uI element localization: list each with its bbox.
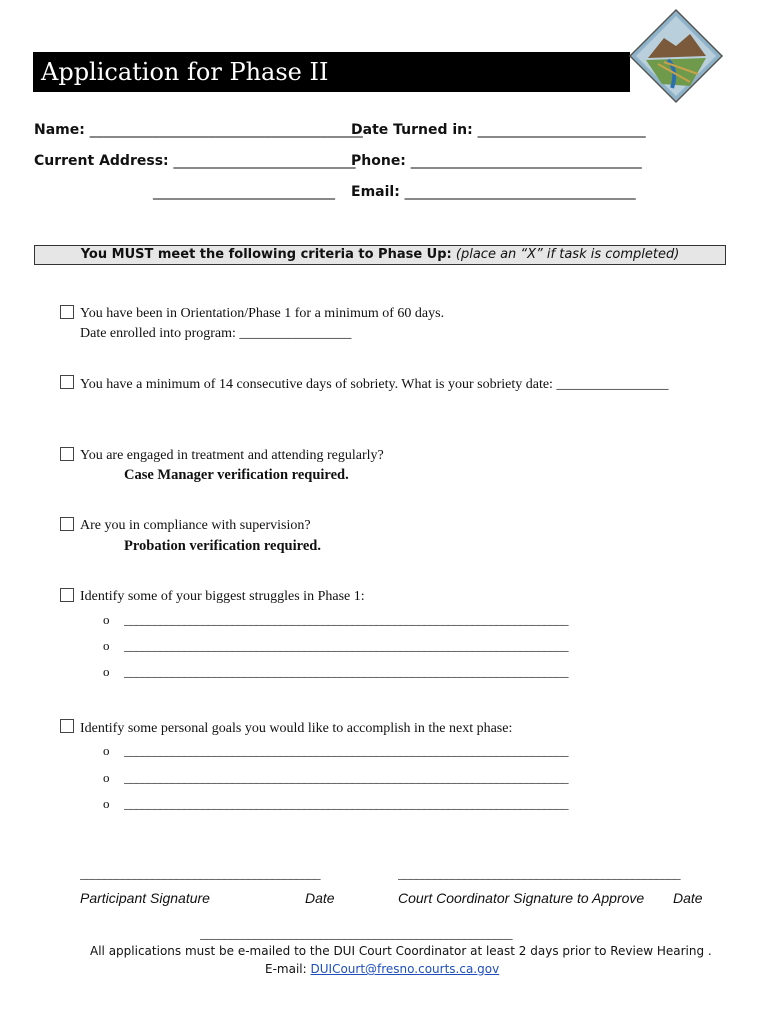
court-seal-logo [628, 8, 724, 104]
page-title: Application for Phase II [33, 52, 630, 92]
current-address-field[interactable]: Current Address: __________________________ [34, 153, 356, 169]
goal-answer-3[interactable]: __________________________________________________________________________ [124, 796, 568, 811]
probation-verification: Probation verification required. [124, 538, 321, 554]
criteria-checkbox-6[interactable] [60, 719, 74, 733]
bullet: o [103, 638, 110, 653]
participant-date-label: Date [305, 890, 335, 906]
criteria-item-6: Identify some personal goals you would like to accomplish in the next phase: [80, 721, 513, 736]
participant-signature-label: Participant Signature [80, 890, 210, 906]
goal-answer-1[interactable]: __________________________________________________________________________ [124, 743, 568, 758]
coordinator-email-link[interactable]: DUICourt@fresno.courts.ca.gov [310, 962, 500, 976]
criteria-item-4: Are you in compliance with supervision? [80, 518, 311, 533]
coordinator-signature-label: Court Coordinator Signature to Approve [398, 890, 645, 906]
criteria-item-1: You have been in Orientation/Phase 1 for a minimum of 60 days. [80, 306, 445, 321]
criteria-checkbox-2[interactable] [60, 375, 74, 389]
bullet: o [103, 796, 110, 811]
email-field[interactable]: Email: _________________________________ [351, 184, 636, 200]
current-address-line2[interactable]: __________________________ [153, 184, 335, 200]
coordinator-date-label: Date [673, 890, 703, 906]
criteria-item-5: Identify some of your biggest struggles in Phase 1: [80, 589, 365, 604]
footer-email: E-mail: DUICourt@fresno.courts.ca.gov [265, 962, 500, 976]
goal-answer-2[interactable]: __________________________________________________________________________ [124, 770, 568, 785]
coordinator-signature-line[interactable]: _______________________________________________ [398, 866, 680, 881]
criteria-item-3: You are engaged in treatment and attending regularly? [80, 448, 384, 463]
participant-signature-line[interactable]: ________________________________________ [80, 866, 320, 881]
bullet: o [103, 743, 110, 758]
date-enrolled-field[interactable]: Date enrolled into program: ________________ [80, 326, 352, 341]
criteria-checkbox-4[interactable] [60, 517, 74, 531]
struggle-answer-1[interactable]: __________________________________________________________________________ [124, 612, 568, 627]
bullet: o [103, 612, 110, 627]
case-manager-verification: Case Manager verification required. [124, 467, 349, 483]
date-turned-in-field[interactable]: Date Turned in: ________________________ [351, 122, 646, 138]
footer-rule: ____________________________________________________ [200, 926, 512, 941]
criteria-checkbox-3[interactable] [60, 447, 74, 461]
bullet: o [103, 770, 110, 785]
bullet: o [103, 664, 110, 679]
criteria-checkbox-5[interactable] [60, 588, 74, 602]
phone-field[interactable]: Phone: _________________________________ [351, 153, 642, 169]
criteria-banner: You MUST meet the following criteria to Phase Up: (place an “X” if task is completed) [34, 245, 726, 265]
criteria-item-2: You have a minimum of 14 consecutive days of sobriety. What is your sobriety date: ________________ [80, 377, 669, 392]
footer-instructions: All applications must be e-mailed to the DUI Court Coordinator at least 2 days prior to Review Hearing . [90, 944, 712, 958]
struggle-answer-2[interactable]: __________________________________________________________________________ [124, 638, 568, 653]
name-field[interactable]: Name: _______________________________________ [34, 122, 363, 138]
struggle-answer-3[interactable]: __________________________________________________________________________ [124, 664, 568, 679]
criteria-checkbox-1[interactable] [60, 305, 74, 319]
